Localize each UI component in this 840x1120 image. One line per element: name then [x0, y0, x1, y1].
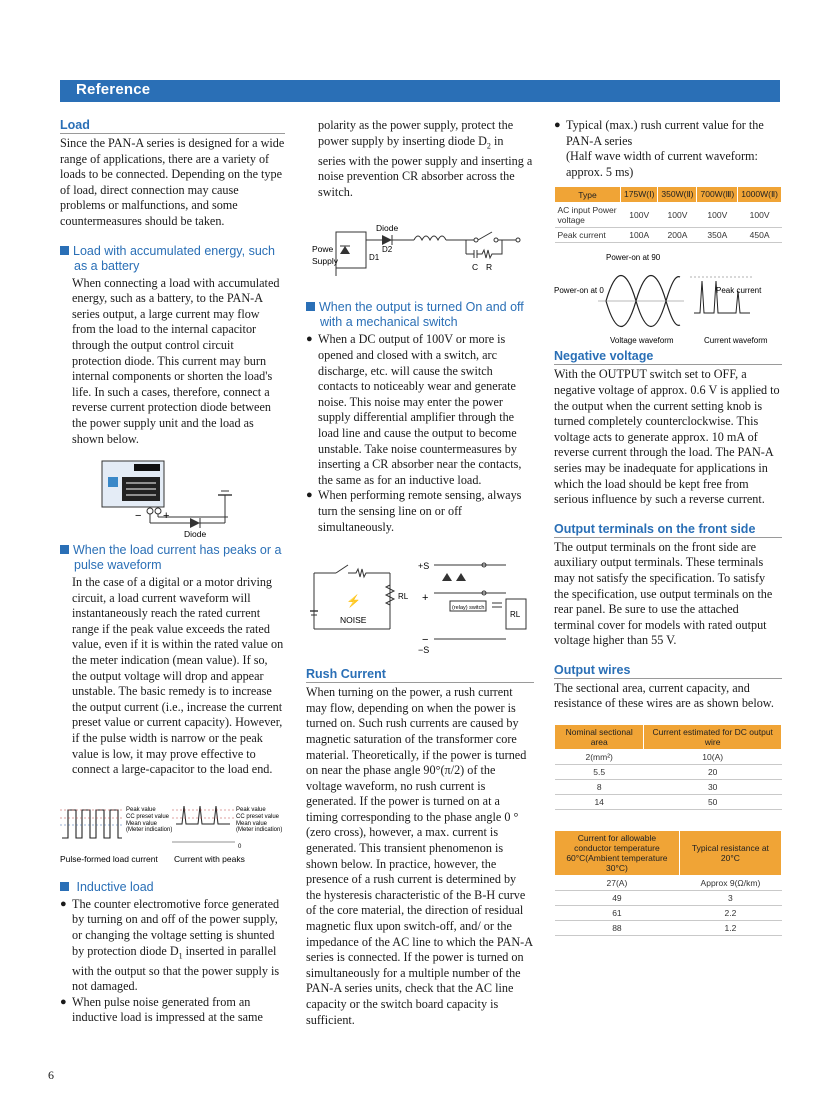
svg-text:Supply: Supply — [312, 256, 338, 267]
accum-heading: Load with accumulated energy, such as a battery — [60, 244, 285, 274]
table-row: 49 3 — [555, 891, 782, 906]
svg-text:−: − — [135, 510, 142, 523]
rush-current-paragraph: When turning on the power, a rush current may flow, depending on when the power is turned on. Such rush currents are caused by magnetic saturation of the transformer core material. Theoretically, if the power is turned on near the phase angle 90°(π/2) of the voltage waveform, no rush current is generated. If the power is turned on at a timing corresponding to the phase angle 0 °(zero cross), however, a max. current is generated. This transient phenomenon is shown below. In practice, however, the presence of a rush current is determined by the hysteresis characteristic of the B-H curve of the core material, the direction of residual magnetic flux upon switch-off, and/ or the impedance of the AC line to which the PAN-A series is connected. If the power is turned on simultaneously for a multiple number of the PAN-A series units, check that the AC line capacity or the switch board capacity is sufficient. — [306, 685, 533, 1027]
table-row: 27(A) Approx 9(Ω/km) — [555, 876, 782, 891]
table-header-row: Nominal sectional area Current estimated for DC output wire — [555, 725, 782, 750]
svg-text:−S: −S — [418, 645, 430, 654]
inductive-heading: Inductive load — [60, 880, 285, 895]
table-header-row: Type 175W(Ⅰ) 350W(Ⅱ) 700W(Ⅲ) 1000W(Ⅱ) — [555, 187, 782, 203]
svg-text:RL: RL — [398, 592, 409, 602]
rush-current-heading: Rush Current — [306, 667, 534, 683]
pulse-caption: Pulse-formed load current — [60, 853, 158, 864]
diode-label: Diode — [184, 529, 207, 538]
svg-text:C: C — [472, 262, 479, 273]
typical-rush-bullet: ● Typical (max.) rush current value for the PAN-A series — [554, 118, 782, 149]
pulse-waveform-figure — [60, 798, 285, 866]
table-header-row: Current for allowable conductor temperature 60°C(Ambient temperature 30°C) Typical resistance at 20°C — [555, 831, 782, 876]
svg-text:Power-on at 90: Power-on at 90 — [606, 253, 661, 263]
square-bullet-icon — [60, 545, 69, 554]
svg-text:R: R — [486, 262, 493, 273]
negative-voltage-paragraph: With the OUTPUT switch set to OFF, a negative voltage of approx. 0.6 V is applied to the output when the current setting knob is turned completely counterclockwise. This voltage acts to generate approx. 10 mA of reverse current through the load. The PAN-A series may be inadequate for applications in which the load should be kept free from serious influence by such a reverse current. — [554, 367, 780, 507]
svg-text:Mean value: Mean value — [236, 820, 268, 827]
svg-text:NOISE: NOISE — [340, 615, 367, 626]
output-terminals-heading: Output terminals on the front side — [554, 522, 782, 538]
svg-text:(relay) switch: (relay) switch — [452, 605, 485, 612]
table-row: AC input Power voltage 100V 100V 100V 100V — [555, 203, 782, 228]
svg-text:+: + — [422, 592, 429, 605]
svg-text:CC preset value: CC preset value — [236, 813, 280, 820]
svg-text:Diode: Diode — [376, 223, 399, 234]
svg-text:D1: D1 — [369, 253, 380, 263]
svg-text:Peak value: Peak value — [126, 806, 156, 813]
svg-text:+S: +S — [418, 561, 430, 572]
battery-diode-figure — [60, 455, 285, 537]
svg-text:0: 0 — [238, 843, 242, 850]
column-left — [60, 118, 285, 1026]
svg-text:Mean value: Mean value — [126, 820, 158, 827]
mechanical-bullet-1: ● When a DC output of 100V or more is opened and closed with a switch, arc discharge, etc. will cause the switch contacts to noticeably wear and generate noise. This noise may enter the power supply differential amplifier through the load line and cause the output to become unstable. Take noise countermeasures by inserting a CR absorber near the contacts, the same as for an inductive load. — [306, 332, 534, 488]
rush-current-table — [554, 186, 782, 243]
continued-paragraph: polarity as the power supply, protect the power supply by inserting diode $D_2$ in series with the power supply and inserting a noise prevention CR absorber across the switch. — [318, 118, 533, 199]
output-terminals-paragraph: The output terminals on the front side are auxiliary output terminals. These terminals may not satisfy the specification. To satisfy the specification, use output terminals on the rear panel. Be sure to use the attached terminal cover for models with rated output voltage higher than 55 V. — [554, 539, 773, 648]
table-row: 8 30 — [555, 780, 782, 795]
typical-rush-note: (Half wave width of current waveform: approx. 5 ms) — [566, 149, 758, 179]
mechanical-switch-heading: When the output is turned On and off with a mechanical switch — [306, 300, 534, 330]
table-row: 5.5 20 — [555, 765, 782, 780]
table-row: Peak current 100A 200A 350A 450A — [555, 228, 782, 243]
table-row: 61 2.2 — [555, 906, 782, 921]
svg-text:Powe: Powe — [312, 244, 334, 255]
svg-text:Current waveform: Current waveform — [704, 336, 768, 346]
svg-text:⚡: ⚡ — [346, 594, 361, 609]
square-bullet-icon — [60, 882, 69, 891]
peaks-heading: When the load current has peaks or a pulse waveform — [60, 543, 285, 573]
column-middle — [306, 118, 534, 1028]
svg-text:CC preset value: CC preset value — [126, 813, 170, 820]
svg-text:RL: RL — [510, 610, 521, 620]
negative-voltage-heading: Negative voltage — [554, 349, 782, 365]
square-bullet-icon — [306, 302, 315, 311]
table-row: 88 1.2 — [555, 921, 782, 936]
column-right — [554, 118, 782, 936]
svg-text:−: − — [422, 634, 429, 647]
table-row: 2(mm²) 10(A) — [555, 750, 782, 765]
load-heading: Load — [60, 118, 285, 134]
svg-text:Peak current: Peak current — [716, 286, 762, 296]
svg-text:Peak value: Peak value — [236, 806, 266, 813]
peaks-paragraph: In the case of a digital or a motor driving circuit, a load current waveform will instantaneously reach the rated current range if the peak value exceeds the rated value, even if it is within the rated value on the meter indication (mean value). If so, the output voltage will drop and appear unstable. The basic remedy is to increase the output current (i.e., increase the current preset value or current capacity). However, if the pulse width is narrow or the peak value is low, it may prove effective to connect a large-capacitor to the load end. — [72, 575, 284, 777]
mechanical-bullet-2: ● When performing remote sensing, always turn the sensing line on or off simultaneously. — [306, 488, 534, 535]
svg-text:+: + — [163, 510, 170, 523]
svg-text:Power-on at 0: Power-on at 0 — [554, 286, 604, 296]
remote-sensing-figure — [306, 543, 534, 653]
wire-resistance-table — [554, 830, 782, 936]
output-wires-paragraph: The sectional area, current capacity, and resistance of these wires are as shown below. — [554, 680, 774, 711]
accum-paragraph: When connecting a load with accumulated energy, such as a battery, to the PAN-A series output, a large current may flow from the load to the internal capacitor through the output control circuit protection diode. This current may burn internal components or shorten the load's life. In such a cases, therefore, connect a reverse current protection diode between the power supply unit and the load as shown below. — [72, 275, 280, 446]
inductive-bullet-2: ● When pulse noise generated from an inductive load is impressed at the same — [60, 995, 285, 1026]
svg-text:Voltage waveform: Voltage waveform — [610, 336, 674, 346]
section-banner — [60, 80, 780, 102]
square-bullet-icon — [60, 246, 69, 255]
inductive-bullet-1: ● The counter electromotive force generated by turning on and off of the power supply, or changing the voltage setting is shunted by protection diode $D_1$ inserted in parallel with the output so that the power supply is not damaged. — [60, 897, 285, 995]
cr-absorber-figure — [306, 220, 534, 290]
svg-text:(Meter indication): (Meter indication) — [236, 826, 283, 833]
load-paragraph: Since the PAN-A series is designed for a wide range of applications, there are a variety of loads to be connected. Depending on the type of load, direct connection may cause problems or malfunctions, and some countermeasures should be taken. — [60, 136, 285, 228]
svg-text:D2: D2 — [382, 245, 393, 255]
rush-waveform-figure — [554, 247, 782, 347]
wire-area-table — [554, 724, 782, 810]
peaks-caption: Current with peaks — [174, 853, 245, 864]
svg-text:(Meter indication): (Meter indication) — [126, 826, 173, 833]
table-row: 14 50 — [555, 795, 782, 810]
page-number: 6 — [48, 1068, 54, 1082]
banner-title: Reference — [76, 81, 151, 98]
output-wires-heading: Output wires — [554, 663, 782, 679]
